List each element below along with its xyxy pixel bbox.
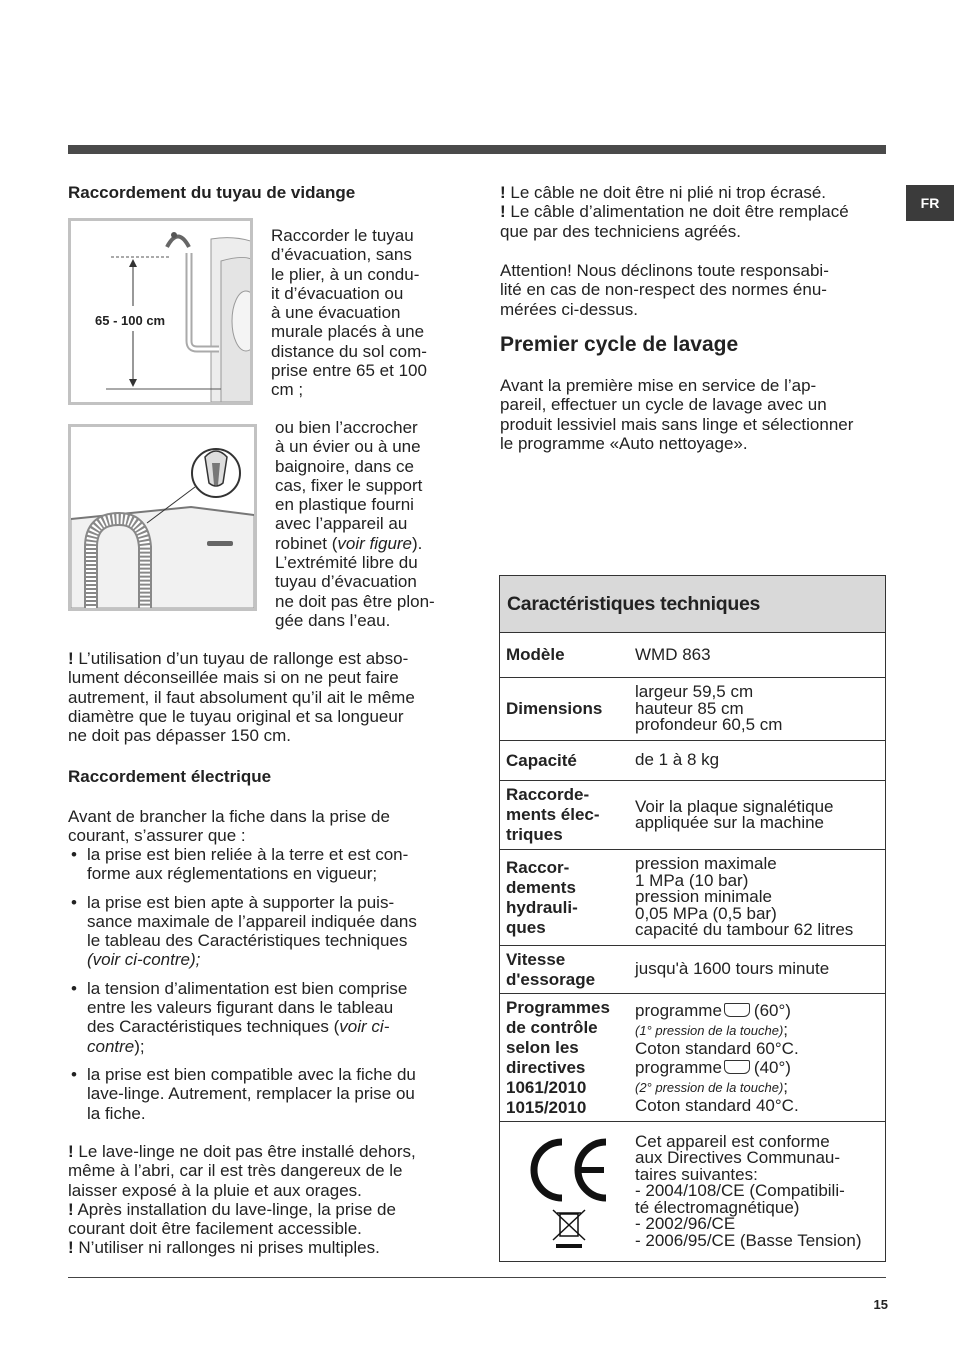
list-item [68, 893, 452, 970]
text-line: le programme «Auto nettoyage». [500, 433, 748, 453]
sink-hose-illustration [71, 427, 254, 608]
text-line: aux Directives Communau- [635, 1148, 841, 1168]
text-line [275, 534, 465, 553]
list-item [68, 1065, 452, 1123]
table-row [500, 946, 885, 994]
first-cycle-text [500, 376, 890, 453]
text-line: 1061/2010 [506, 1077, 587, 1097]
text-line: • la prise est bien apte à supporter la puis- [87, 892, 395, 912]
text-line: d’évacuation, sans [271, 245, 412, 265]
text-line: taires suivantes: [635, 1164, 758, 1184]
text-line: it d’évacuation ou [271, 283, 404, 303]
text-line: profondeur 60,5 cm [635, 715, 783, 735]
text-line: lave-linge. Autrement, remplacer la prise ou [87, 1084, 415, 1104]
spec-value: jusqu'à 1600 tours minute [635, 959, 830, 979]
language-tab [906, 185, 954, 221]
text-line: gée dans l’eau. [275, 610, 391, 630]
language-tab-label: FR [920, 195, 940, 211]
text-line: dements [506, 877, 576, 897]
warning-mark: ! [68, 649, 74, 668]
text-line: • la prise est bien compatible avec la fiche du [87, 1064, 416, 1084]
cross-reference: (voir ci-contre); [87, 950, 201, 970]
liability-notice [500, 261, 890, 319]
text-line [635, 1058, 885, 1077]
text-line: ques [506, 917, 546, 937]
text-line [68, 1200, 458, 1219]
spec-value [635, 994, 885, 1121]
spec-value [635, 1122, 885, 1261]
text-line: Avant de brancher la fiche dans la prise de [68, 807, 390, 826]
text-line: produit lessiviel mais sans linge et sélectionner [500, 414, 854, 434]
text-line: pression minimale [635, 887, 772, 907]
text-line: Coton standard 60°C. [635, 1038, 799, 1058]
spec-label [500, 994, 635, 1121]
cable-warnings [500, 183, 890, 241]
text-line: ne doit pas être plon- [275, 591, 435, 611]
text-line: té électromagnétique) [635, 1197, 800, 1217]
spec-value: de 1 à 8 kg [635, 750, 720, 770]
text-line: L’extrémité libre du [275, 553, 418, 573]
text-line: entre les valeurs figurant dans le tableau [87, 998, 394, 1018]
text-line [87, 1017, 452, 1036]
text-line [635, 1001, 885, 1020]
table-row [500, 994, 885, 1122]
text-line [635, 1020, 885, 1039]
text-line: Avant la première mise en service de l’ap- [500, 376, 817, 395]
text-line: prise entre 65 et 100 [271, 361, 427, 381]
spec-label: Modèle [506, 645, 565, 664]
text-line: cas, fixer le support [275, 475, 423, 495]
table-row [500, 633, 885, 678]
drain-heading: Raccordement du tuyau de vidange [68, 183, 356, 202]
cotton-program-icon [724, 1060, 750, 1074]
warning-mark: ! [68, 1199, 74, 1219]
figure-reference: voir figure [337, 533, 413, 553]
drain-instructions-wall [271, 226, 461, 400]
text-line: Coton standard 40°C. [635, 1095, 799, 1115]
text-line: lité en cas de non-respect des normes énu- [500, 280, 827, 300]
text-line: largeur 59,5 cm [635, 682, 754, 702]
weee-bin-icon [553, 1210, 585, 1248]
text-line [68, 1238, 458, 1257]
text-line: murale placés à une [271, 322, 425, 342]
text-line: 1015/2010 [506, 1097, 587, 1117]
drain-hose-illustration [71, 221, 250, 402]
text-line: tuyau d’évacuation [275, 572, 417, 592]
text-line: 1 MPa (10 bar) [635, 870, 749, 890]
text-line: triques [506, 825, 563, 844]
text-line: • la tension d’alimentation est bien comprise [87, 978, 408, 998]
text-span: L’utilisation d’un tuyau de rallonge est abso- [73, 649, 409, 668]
text-line: - 2002/96/CE [635, 1214, 736, 1234]
drain-hose-figure [68, 218, 253, 405]
table-row [500, 1122, 885, 1261]
text-span: ); [134, 1036, 145, 1056]
text-line: ne doit pas dépasser 150 cm. [68, 726, 292, 746]
text-line: de contrôle [506, 1017, 598, 1037]
text-line: ments élec- [506, 805, 600, 824]
text-span: N’utiliser ni rallonges ni prises multiples. [73, 1238, 380, 1258]
spec-label: Dimensions [506, 699, 603, 718]
cotton-program-icon [724, 1003, 750, 1017]
extension-hose-warning [68, 649, 458, 745]
technical-specs-table [499, 575, 886, 1262]
table-row [500, 678, 885, 741]
text-line [87, 950, 452, 969]
text-span: ; [783, 1076, 789, 1096]
warning-mark: ! [500, 183, 506, 202]
text-line [500, 202, 890, 221]
spec-label: Capacité [506, 750, 577, 770]
spec-label [500, 781, 635, 849]
text-line [635, 1077, 885, 1096]
text-span: Après installation du lave-linge, la prise de [73, 1199, 396, 1219]
text-line: pression maximale [635, 854, 777, 874]
electrical-intro [68, 807, 458, 846]
text-line: d'essorage [506, 969, 596, 989]
text-line: même à l’abri, car il est très dangereux de le [68, 1161, 403, 1181]
text-line: laisser exposé à la pluie et aux orages. [68, 1180, 362, 1200]
text-line: le plier, à un condu- [271, 264, 420, 284]
text-span: robinet ( [275, 533, 338, 553]
text-line [68, 649, 458, 668]
specs-table-title: Caractéristiques techniques [500, 576, 885, 633]
text-line: pareil, effectuer un cycle de lavage avec un [500, 395, 827, 415]
program-note: (1° pression de la touche) [635, 1022, 784, 1038]
cross-reference: contre [87, 1036, 135, 1056]
text-line: hydrauli- [506, 897, 578, 917]
spec-label [500, 946, 635, 993]
ce-mark-icon [518, 1132, 618, 1252]
program-note: (2° pression de la touche) [635, 1079, 784, 1095]
text-line: Raccorde- [506, 785, 590, 804]
text-line: à un évier ou à une [275, 437, 421, 457]
first-cycle-heading: Premier cycle de lavage [500, 333, 739, 356]
text-span: des Caractéristiques techniques ( [87, 1017, 340, 1037]
table-row [500, 741, 885, 781]
text-line: 0,05 MPa (0,5 bar) [635, 903, 777, 923]
text-line: que par des techniciens agréés. [500, 221, 741, 241]
sink-hose-figure [68, 424, 257, 611]
text-line: ou bien l’accrocher [275, 418, 418, 437]
text-line [87, 1037, 452, 1056]
height-range-label: 65 - 100 cm [95, 313, 166, 328]
text-line: lument déconseillée mais si on ne peut faire [68, 668, 399, 688]
text-span: Le câble d’alimentation ne doit être remplacé [505, 202, 849, 222]
text-span: Le câble ne doit être ni plié ni trop écrasé. [505, 183, 827, 202]
text-line: Raccor- [506, 857, 570, 877]
list-item [68, 979, 452, 1056]
warning-mark: ! [68, 1142, 74, 1161]
text-line: baignoire, dans ce [275, 456, 414, 476]
spec-value: WMD 863 [635, 644, 711, 664]
text-line: la fiche. [87, 1103, 146, 1123]
header-rule [68, 145, 886, 154]
text-line: selon les [506, 1037, 579, 1057]
text-line: en plastique fourni [275, 495, 414, 515]
text-line: distance du sol com- [271, 341, 427, 361]
table-row [500, 850, 885, 946]
text-line: - 2006/95/CE (Basse Tension) [635, 1230, 862, 1250]
text-line: - 2004/108/CE (Compatibili- [635, 1181, 845, 1201]
text-span: (40°) [753, 1057, 791, 1077]
text-line: sance maximale de l’appareil indiquée dans [87, 911, 417, 931]
text-line: capacité du tambour 62 litres [635, 920, 854, 940]
text-line: avec l’appareil au [275, 514, 408, 534]
text-line: à une évacuation [271, 303, 401, 323]
text-span: ). [412, 533, 423, 553]
text-line: Raccorder le tuyau [271, 226, 414, 245]
text-line: diamètre que le tuyau original et sa longueur [68, 706, 404, 726]
text-line: hauteur 85 cm [635, 698, 744, 718]
page-number: 15 [873, 1297, 888, 1312]
list-item [68, 845, 452, 884]
text-line: forme aux réglementations en vigueur; [87, 864, 378, 884]
spec-value [635, 678, 885, 740]
compliance-marks [500, 1122, 635, 1261]
text-line: le tableau des Caractéristiques techniques [87, 931, 408, 951]
text-line: Programmes [506, 997, 610, 1017]
text-line [68, 1142, 458, 1161]
drain-instructions-sink [275, 418, 465, 630]
text-line: Cet appareil est conforme [635, 1131, 830, 1151]
text-line: appliquée sur la machine [635, 813, 825, 832]
safety-warnings [68, 1142, 458, 1258]
electrical-checklist [68, 845, 452, 1132]
text-line: mérées ci-dessus. [500, 299, 638, 319]
text-line: cm ; [271, 380, 304, 400]
text-line: directives [506, 1057, 586, 1077]
text-line: courant doit être facilement accessible. [68, 1219, 362, 1239]
footer-rule [68, 1277, 886, 1278]
table-row [500, 781, 885, 850]
text-line: • la prise est bien reliée à la terre et est con- [87, 845, 409, 864]
spec-value [635, 850, 885, 945]
text-line: courant, s’assurer que : [68, 826, 246, 846]
spec-value [635, 781, 885, 849]
text-span: programme [635, 1057, 722, 1077]
text-span: programme [635, 1000, 722, 1020]
text-line: Vitesse [506, 949, 566, 969]
electrical-heading: Raccordement électrique [68, 767, 272, 786]
spec-label [500, 850, 635, 945]
text-line: Voir la plaque signalétique [635, 796, 834, 816]
text-span: Le lave-linge ne doit pas être installé dehors, [73, 1142, 416, 1161]
text-line [500, 183, 890, 202]
cross-reference: voir ci- [339, 1017, 390, 1037]
text-line: autrement, il faut absolument qu’il ait le même [68, 687, 415, 707]
warning-mark: ! [68, 1238, 74, 1258]
text-line: Attention! Nous déclinons toute responsabi- [500, 261, 829, 280]
warning-mark: ! [500, 202, 506, 222]
text-span: (60°) [753, 1000, 791, 1020]
text-span: ; [783, 1019, 789, 1039]
